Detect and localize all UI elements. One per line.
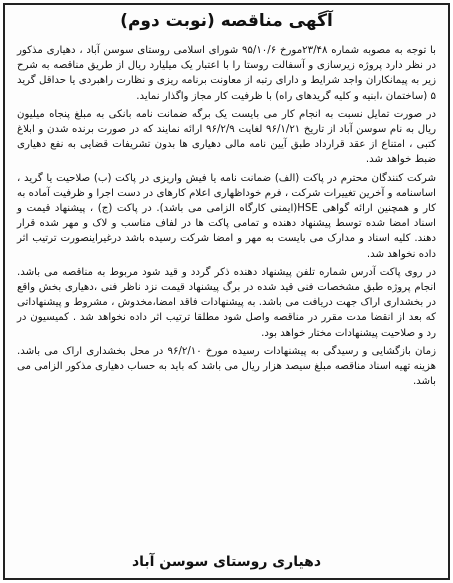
ad-paragraph: در صورت تمایل نسبت به انجام کار می بایست یک برگه ضمانت نامه بانکی به مبلغ پنجاه میلیون ریال به نام سوسن آباد از تاریخ ۹۶/۱/۲۱ لغایت ۹۶/۲/۹ ارائه نمایند که در صورت برنده شدن و ابلاغ کتبی ، امتناع از عقد قرارداد طبق آیین نامه مالی دهیاری ها بدون تشریفات قضایی به نفع دهیاری ضبط خواهد شد. [17, 108, 436, 166]
ad-paragraph: با توجه به مصوبه شماره ۲۳/۴۸مورخ ۹۵/۱۰/۶ شورای اسلامی روستای سوسن آباد ، دهیاری مذکور در نظر دارد پروژه زیرسازی و آسفالت روستا را با اعتبار یک میلیارد ریال از طریق مناقصه به شرح زیر به پیمانکاران واجد شرایط و دارای رتبه از معاونت برنامه ریزی و نظارت راهبردی یا حداقل گرید ۵ (ساختمان ،ابنیه و کلیه گریدهای راه) با ظرفیت کار مجاز واگذار نماید. [17, 45, 436, 102]
ad-paragraph: در روی پاکت آدرس شماره تلفن پیشنهاد دهنده ذکر گردد و قید شود مربوط به مناقصه می باشد. انجام پروژه طبق مشخصات فنی قید شده در برگ پیشنهاد قیمت نزد ناظر فنی ،دهیاری بخش واقع در بخشداری اراک جهت دریافت می باشد. به پیشنهادات فاقد امضا،مخدوش ، مشروط و پیشنهاداتی که بعد از انقضا مدت مقرر در مناقصه واصل شود مطلقا ترتیب اثر داده نخواهد شد . کمیسیون در رد و صلاحیت پیشنهادات مختار خواهد بود. [17, 266, 436, 339]
ad-title: آگهی مناقصه (نوبت دوم) [120, 11, 333, 31]
ad-signature: دهیاری روستای سوسن آباد [131, 554, 322, 570]
ad-paragraph: زمان بازگشایی و رسیدگی به پیشنهادات رسیده مورخ ۹۶/۲/۱۰ در محل بخشداری اراک می باشد. هزینه تهیه اسناد مناقصه مبلغ سیصد هزار ریال می باشد که باید به حساب دهیاری مذکور الزامی می باشد. [17, 345, 436, 388]
ad-body [17, 43, 436, 392]
ad-paragraph: شرکت کنندگان محترم در پاکت (الف) ضمانت نامه یا فیش واریزی در پاکت (ب) صلاحیت یا گرید ، اساسنامه و آخرین تغییرات شرکت ، فرم خوداظهاری اعلام کارهای در دست اجرا و ظرفیت آماده به کار و همچنین ارائه گواهی HSE(ایمنی کارگاه الزامی می باشد). در پاکت (ج) ، پیشنهاد قیمت و اسناد امضا شده توسط پیشنهاد دهنده و تمامی پاکت ها در لفاف مناسب و لاک و مهر شده قرار دهند. کلیه اسناد و مدارک می بایست به مهر و امضا شرکت رسیده باشد درغیراینصورت ترتیب اثر داده نخواهد شد. [17, 172, 436, 260]
ad-frame [3, 3, 450, 580]
